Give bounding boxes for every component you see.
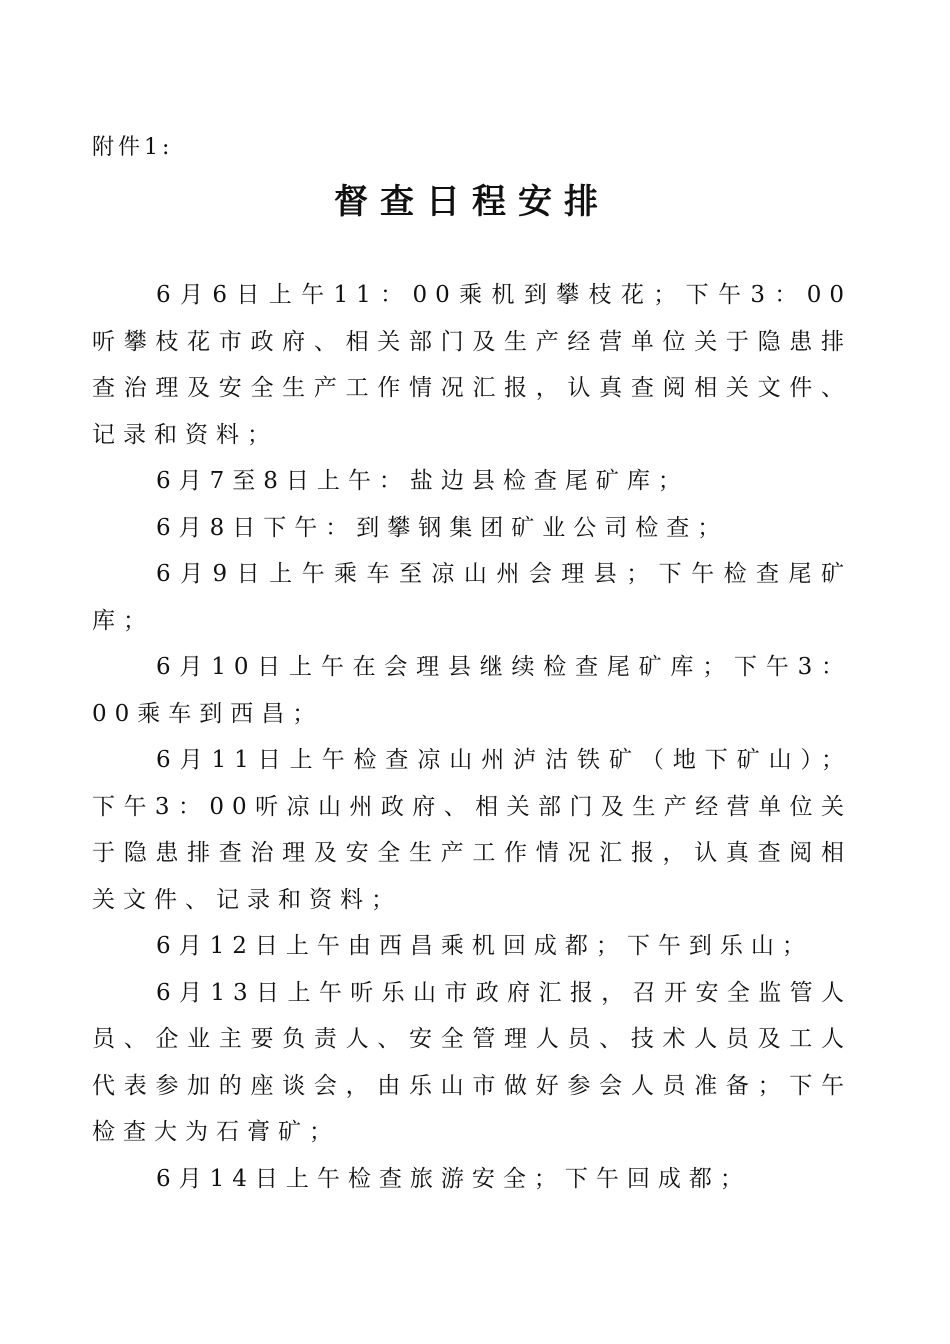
schedule-item: 6月10日上午在会理县继续检查尾矿库；下午3：00乘车到西昌； (92, 654, 852, 727)
schedule-item: 6月14日上午检查旅游安全；下午回成都； (156, 1165, 751, 1192)
schedule-item: 6月13日上午听乐山市政府汇报，召开安全监管人员、企业主要负责人、安全管理人员、技术人员及工人代表参加的座谈会，由乐山市做好参会人员准备；下午检查大为石膏矿； (92, 979, 852, 1145)
schedule-item: 6月11日上午检查凉山州泸沽铁矿（地下矿山）；下午3：00听凉山州政府、相关部门及生产经营单位关于隐患排查治理及安全生产工作情况汇报，认真查阅相关文件、记录和资料； (92, 747, 852, 913)
schedule-list (92, 272, 852, 1202)
schedule-item: 6月6日上午11：00乘机到攀枝花；下午3：00听攀枝花市政府、相关部门及生产经营单位关于隐患排查治理及安全生产工作情况汇报，认真查阅相关文件、记录和资料； (92, 282, 852, 448)
document-page (92, 128, 852, 1202)
schedule-item: 6月9日上午乘车至凉山州会理县；下午检查尾矿库； (92, 561, 852, 634)
document-title: 督查日程安排 (334, 182, 610, 222)
schedule-item: 6月7至8日上午：盐边县检查尾矿库； (156, 468, 689, 494)
attachment-label: 附件1: (92, 135, 174, 160)
schedule-item: 6月8日下午：到攀钢集团矿业公司检查； (156, 514, 729, 541)
schedule-item: 6月12日上午由西昌乘机回成都；下午到乐山； (156, 933, 813, 959)
